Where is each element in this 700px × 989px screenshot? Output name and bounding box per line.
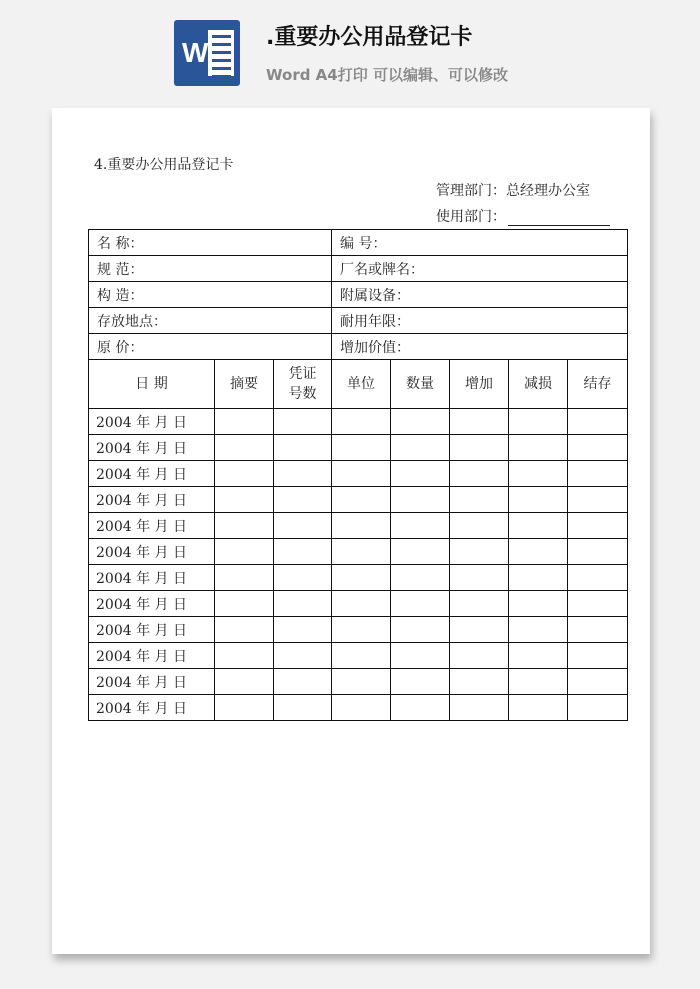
empty-cell bbox=[391, 409, 450, 435]
empty-cell bbox=[509, 695, 568, 721]
empty-cell bbox=[509, 435, 568, 461]
empty-cell bbox=[568, 617, 628, 643]
info-label-right: 增加价值： bbox=[332, 334, 628, 360]
empty-cell bbox=[332, 513, 391, 539]
empty-cell bbox=[332, 669, 391, 695]
empty-cell bbox=[450, 695, 509, 721]
empty-cell bbox=[332, 565, 391, 591]
column-header: 日 期 bbox=[89, 360, 215, 409]
info-label-right: 编 号： bbox=[332, 230, 628, 256]
empty-cell bbox=[215, 617, 274, 643]
word-file-icon: W bbox=[174, 20, 240, 86]
empty-cell bbox=[391, 565, 450, 591]
empty-cell bbox=[450, 591, 509, 617]
column-header: 凭证 号数 bbox=[274, 360, 332, 409]
info-label-left: 名 称： bbox=[89, 230, 332, 256]
empty-cell bbox=[509, 617, 568, 643]
info-row bbox=[89, 308, 628, 334]
empty-cell bbox=[450, 461, 509, 487]
info-row bbox=[89, 230, 628, 256]
table-row bbox=[89, 643, 628, 669]
ledger-header bbox=[89, 360, 628, 409]
empty-cell bbox=[509, 669, 568, 695]
date-cell: 2004 年 月 日 bbox=[89, 435, 215, 461]
empty-cell bbox=[215, 513, 274, 539]
empty-cell bbox=[332, 695, 391, 721]
banner-title: .重要办公用品登记卡 bbox=[266, 25, 473, 50]
empty-cell bbox=[450, 565, 509, 591]
table-row bbox=[89, 461, 628, 487]
empty-cell bbox=[509, 513, 568, 539]
info-row bbox=[89, 256, 628, 282]
empty-cell bbox=[568, 409, 628, 435]
using-department bbox=[436, 206, 610, 226]
date-cell: 2004 年 月 日 bbox=[89, 695, 215, 721]
column-header: 增加 bbox=[450, 360, 509, 409]
empty-cell bbox=[215, 565, 274, 591]
empty-cell bbox=[509, 461, 568, 487]
date-cell: 2004 年 月 日 bbox=[89, 669, 215, 695]
empty-cell bbox=[568, 461, 628, 487]
empty-cell bbox=[450, 487, 509, 513]
empty-cell bbox=[332, 435, 391, 461]
table-row bbox=[89, 435, 628, 461]
document-page bbox=[52, 108, 650, 954]
empty-cell bbox=[391, 695, 450, 721]
empty-cell bbox=[274, 487, 332, 513]
empty-cell bbox=[332, 643, 391, 669]
empty-cell bbox=[509, 565, 568, 591]
empty-cell bbox=[450, 617, 509, 643]
empty-cell bbox=[332, 617, 391, 643]
empty-cell bbox=[274, 591, 332, 617]
empty-cell bbox=[568, 435, 628, 461]
empty-cell bbox=[568, 695, 628, 721]
table-row bbox=[89, 487, 628, 513]
empty-cell bbox=[215, 539, 274, 565]
empty-cell bbox=[332, 409, 391, 435]
table-row bbox=[89, 695, 628, 721]
empty-cell bbox=[391, 591, 450, 617]
document-title: 4.重要办公用品登记卡 bbox=[94, 157, 234, 173]
empty-cell bbox=[450, 409, 509, 435]
empty-cell bbox=[391, 669, 450, 695]
date-cell: 2004 年 月 日 bbox=[89, 643, 215, 669]
empty-cell bbox=[274, 539, 332, 565]
table-row bbox=[89, 591, 628, 617]
empty-cell bbox=[391, 513, 450, 539]
empty-cell bbox=[391, 617, 450, 643]
table-row bbox=[89, 513, 628, 539]
empty-cell bbox=[450, 643, 509, 669]
empty-cell bbox=[274, 435, 332, 461]
date-cell: 2004 年 月 日 bbox=[89, 565, 215, 591]
empty-cell bbox=[509, 539, 568, 565]
empty-cell bbox=[391, 539, 450, 565]
table-row bbox=[89, 409, 628, 435]
empty-cell bbox=[274, 695, 332, 721]
empty-cell bbox=[274, 461, 332, 487]
empty-cell bbox=[215, 487, 274, 513]
column-header-row bbox=[89, 360, 628, 409]
info-label-right: 耐用年限： bbox=[332, 308, 628, 334]
info-label-right: 厂名或牌名： bbox=[332, 256, 628, 282]
info-label-left: 规 范： bbox=[89, 256, 332, 282]
empty-cell bbox=[215, 669, 274, 695]
using-department-blank bbox=[508, 211, 610, 226]
column-header: 摘要 bbox=[215, 360, 274, 409]
info-label-left: 原 价： bbox=[89, 334, 332, 360]
empty-cell bbox=[391, 643, 450, 669]
using-department-label: 使用部门： bbox=[436, 209, 506, 225]
empty-cell bbox=[568, 513, 628, 539]
banner-subtitle: Word A4打印 可以编辑、可以修改 bbox=[266, 66, 508, 84]
empty-cell bbox=[509, 643, 568, 669]
empty-cell bbox=[215, 643, 274, 669]
empty-cell bbox=[568, 539, 628, 565]
column-header: 单位 bbox=[332, 360, 391, 409]
empty-cell bbox=[509, 487, 568, 513]
info-row bbox=[89, 334, 628, 360]
empty-cell bbox=[509, 409, 568, 435]
empty-cell bbox=[332, 461, 391, 487]
column-header: 数量 bbox=[391, 360, 450, 409]
empty-cell bbox=[391, 435, 450, 461]
empty-cell bbox=[274, 643, 332, 669]
table-row bbox=[89, 539, 628, 565]
date-cell: 2004 年 月 日 bbox=[89, 513, 215, 539]
empty-cell bbox=[332, 487, 391, 513]
empty-cell bbox=[568, 643, 628, 669]
banner bbox=[0, 0, 700, 100]
empty-cell bbox=[332, 591, 391, 617]
empty-cell bbox=[568, 565, 628, 591]
registration-table bbox=[88, 229, 628, 721]
empty-cell bbox=[568, 487, 628, 513]
empty-cell bbox=[568, 669, 628, 695]
empty-cell bbox=[450, 513, 509, 539]
empty-cell bbox=[274, 409, 332, 435]
empty-cell bbox=[215, 461, 274, 487]
date-cell: 2004 年 月 日 bbox=[89, 409, 215, 435]
info-label-left: 存放地点： bbox=[89, 308, 332, 334]
info-label-right: 附属设备： bbox=[332, 282, 628, 308]
info-section bbox=[89, 230, 628, 360]
empty-cell bbox=[568, 591, 628, 617]
date-cell: 2004 年 月 日 bbox=[89, 539, 215, 565]
empty-cell bbox=[215, 695, 274, 721]
empty-cell bbox=[215, 409, 274, 435]
info-row bbox=[89, 282, 628, 308]
date-cell: 2004 年 月 日 bbox=[89, 461, 215, 487]
empty-cell bbox=[509, 591, 568, 617]
table-row bbox=[89, 617, 628, 643]
empty-cell bbox=[450, 669, 509, 695]
table-row bbox=[89, 669, 628, 695]
empty-cell bbox=[215, 435, 274, 461]
empty-cell bbox=[274, 565, 332, 591]
column-header: 结存 bbox=[568, 360, 628, 409]
empty-cell bbox=[274, 669, 332, 695]
empty-cell bbox=[391, 487, 450, 513]
date-cell: 2004 年 月 日 bbox=[89, 591, 215, 617]
column-header: 减损 bbox=[509, 360, 568, 409]
ledger-body bbox=[89, 409, 628, 721]
date-cell: 2004 年 月 日 bbox=[89, 487, 215, 513]
date-cell: 2004 年 月 日 bbox=[89, 617, 215, 643]
empty-cell bbox=[450, 435, 509, 461]
empty-cell bbox=[274, 513, 332, 539]
empty-cell bbox=[332, 539, 391, 565]
empty-cell bbox=[450, 539, 509, 565]
empty-cell bbox=[274, 617, 332, 643]
info-label-left: 构 造： bbox=[89, 282, 332, 308]
table-row bbox=[89, 565, 628, 591]
empty-cell bbox=[215, 591, 274, 617]
empty-cell bbox=[391, 461, 450, 487]
managing-department: 管理部门：总经理办公室 bbox=[436, 183, 590, 199]
